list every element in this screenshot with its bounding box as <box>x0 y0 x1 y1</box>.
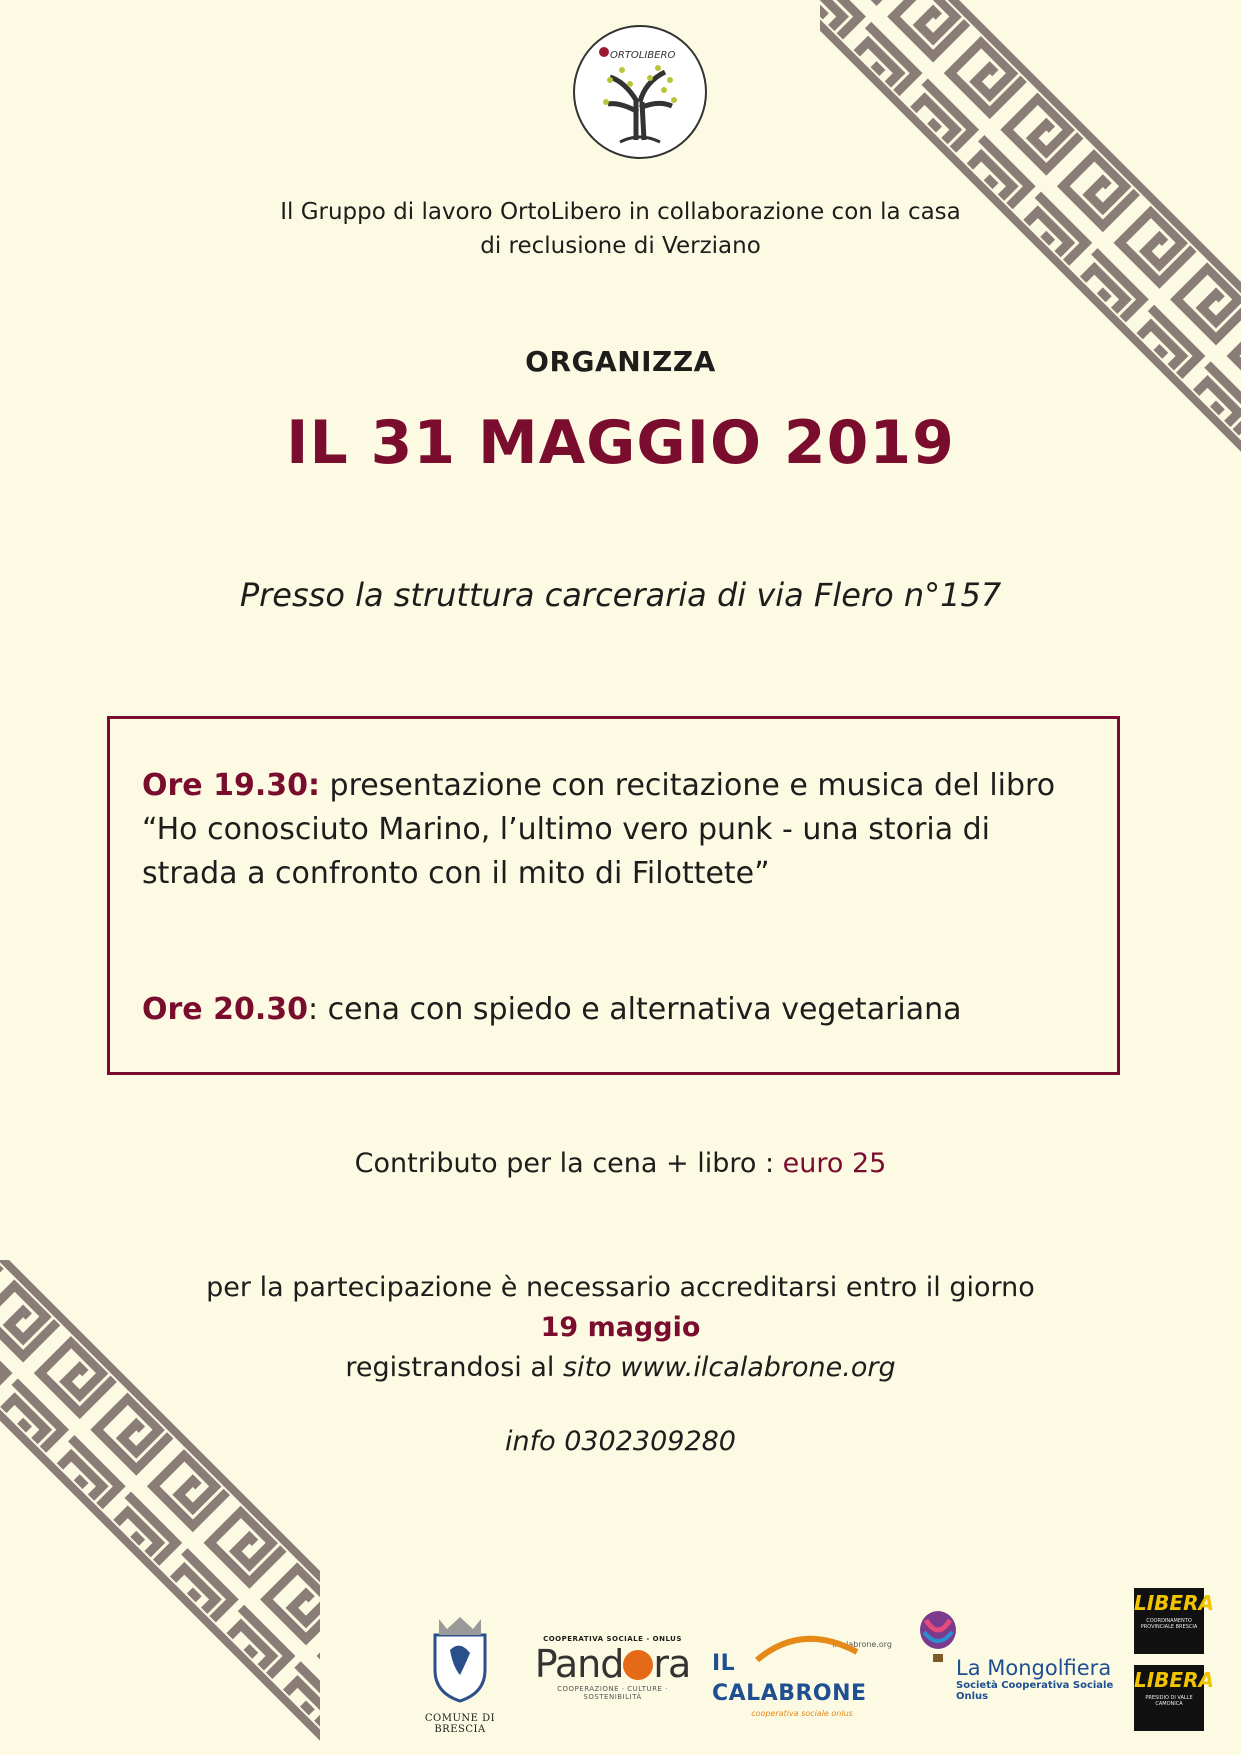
pandora-name-a: Pand <box>534 1642 624 1686</box>
program-desc-2: : cena con spiedo e alternativa vegetariana <box>307 992 962 1027</box>
libera-2-name: LIBERA <box>1134 1668 1214 1692</box>
intro-line-2: di reclusione di Verziano <box>480 233 761 259</box>
mongolfiera-subtitle: Società Cooperativa Sociale Onlus <box>956 1680 1114 1702</box>
registration-deadline: 19 maggio <box>540 1312 701 1343</box>
mongolfiera-name: La Mongolfiera <box>956 1656 1112 1680</box>
program-desc-1-line-3: strada a confronto con il mito di Filottete” <box>142 856 770 891</box>
comune-di-brescia-logo <box>410 1615 510 1735</box>
venue-text: Presso la struttura carceraria di via Flero n°157 <box>239 576 1002 614</box>
intro-text <box>0 195 1241 263</box>
contribution-label: Contributo per la cena + libro : <box>354 1148 783 1179</box>
la-mongolfiera-logo <box>918 1610 1118 1702</box>
program-item-2 <box>142 988 1102 1032</box>
program-desc-1-line-2: “Ho conosciuto Marino, l’ultimo vero punk - una storia di <box>142 812 990 847</box>
program-item-1 <box>142 764 1102 896</box>
pandora-subtitle: COOPERAZIONE · CULTURE · SOSTENIBILITÀ <box>557 1685 668 1701</box>
registration-prefix: registrandosi al <box>345 1352 563 1383</box>
pandora-tagline: COOPERATIVA SOCIALE - ONLUS <box>543 1635 682 1643</box>
il-calabrone-logo <box>712 1640 892 1718</box>
globe-icon <box>623 1650 653 1680</box>
city-crest-icon <box>425 1615 495 1705</box>
organizza-heading: ORGANIZZA <box>525 345 716 378</box>
pandora-name-b: ra <box>653 1642 691 1686</box>
info-phone: info 0302309280 <box>504 1426 736 1457</box>
libera-2-subtitle: PRESIDIO DI VALLE CAMONICA <box>1145 1695 1193 1707</box>
registration-line-1: per la partecipazione è necessario accreditarsi entro il giorno <box>206 1272 1035 1303</box>
tree-icon <box>570 22 710 162</box>
calabrone-name: IL CALABRONE <box>712 1651 867 1706</box>
libera-logo-1 <box>1134 1588 1214 1654</box>
libera-1-name: LIBERA <box>1134 1591 1214 1615</box>
intro-line-1: Il Gruppo di lavoro OrtoLibero in collaborazione con la casa <box>280 199 961 225</box>
program-time-2: Ore 20.30 <box>142 992 308 1027</box>
sponsor-logos <box>0 1585 1241 1755</box>
contribution-text <box>0 1148 1241 1179</box>
calabrone-url: ilcalabrone.org <box>832 1640 892 1649</box>
contribution-price: euro 25 <box>782 1148 887 1179</box>
libera-logo-2 <box>1134 1665 1214 1731</box>
swoosh-icon <box>752 1632 862 1662</box>
registration-website-link[interactable]: sito www.ilcalabrone.org <box>562 1352 896 1383</box>
calabrone-subtitle: cooperativa sociale onlus <box>751 1709 853 1718</box>
event-date-title: IL 31 MAGGIO 2019 <box>286 408 955 478</box>
program-time-1: Ore 19.30: <box>142 768 320 803</box>
logo-text: ORTOLIBERO <box>610 50 676 61</box>
pandora-logo <box>530 1635 695 1701</box>
ortolibero-logo <box>570 22 710 162</box>
balloon-icon <box>918 1610 958 1666</box>
brescia-name: COMUNE DI BRESCIA <box>424 1713 496 1735</box>
registration-text <box>0 1268 1241 1388</box>
libera-1-subtitle: COORDINAMENTO PROVINCIALE BRESCIA <box>1140 1618 1198 1630</box>
program-desc-1-line-1: presentazione con recitazione e musica del libro <box>319 768 1056 803</box>
